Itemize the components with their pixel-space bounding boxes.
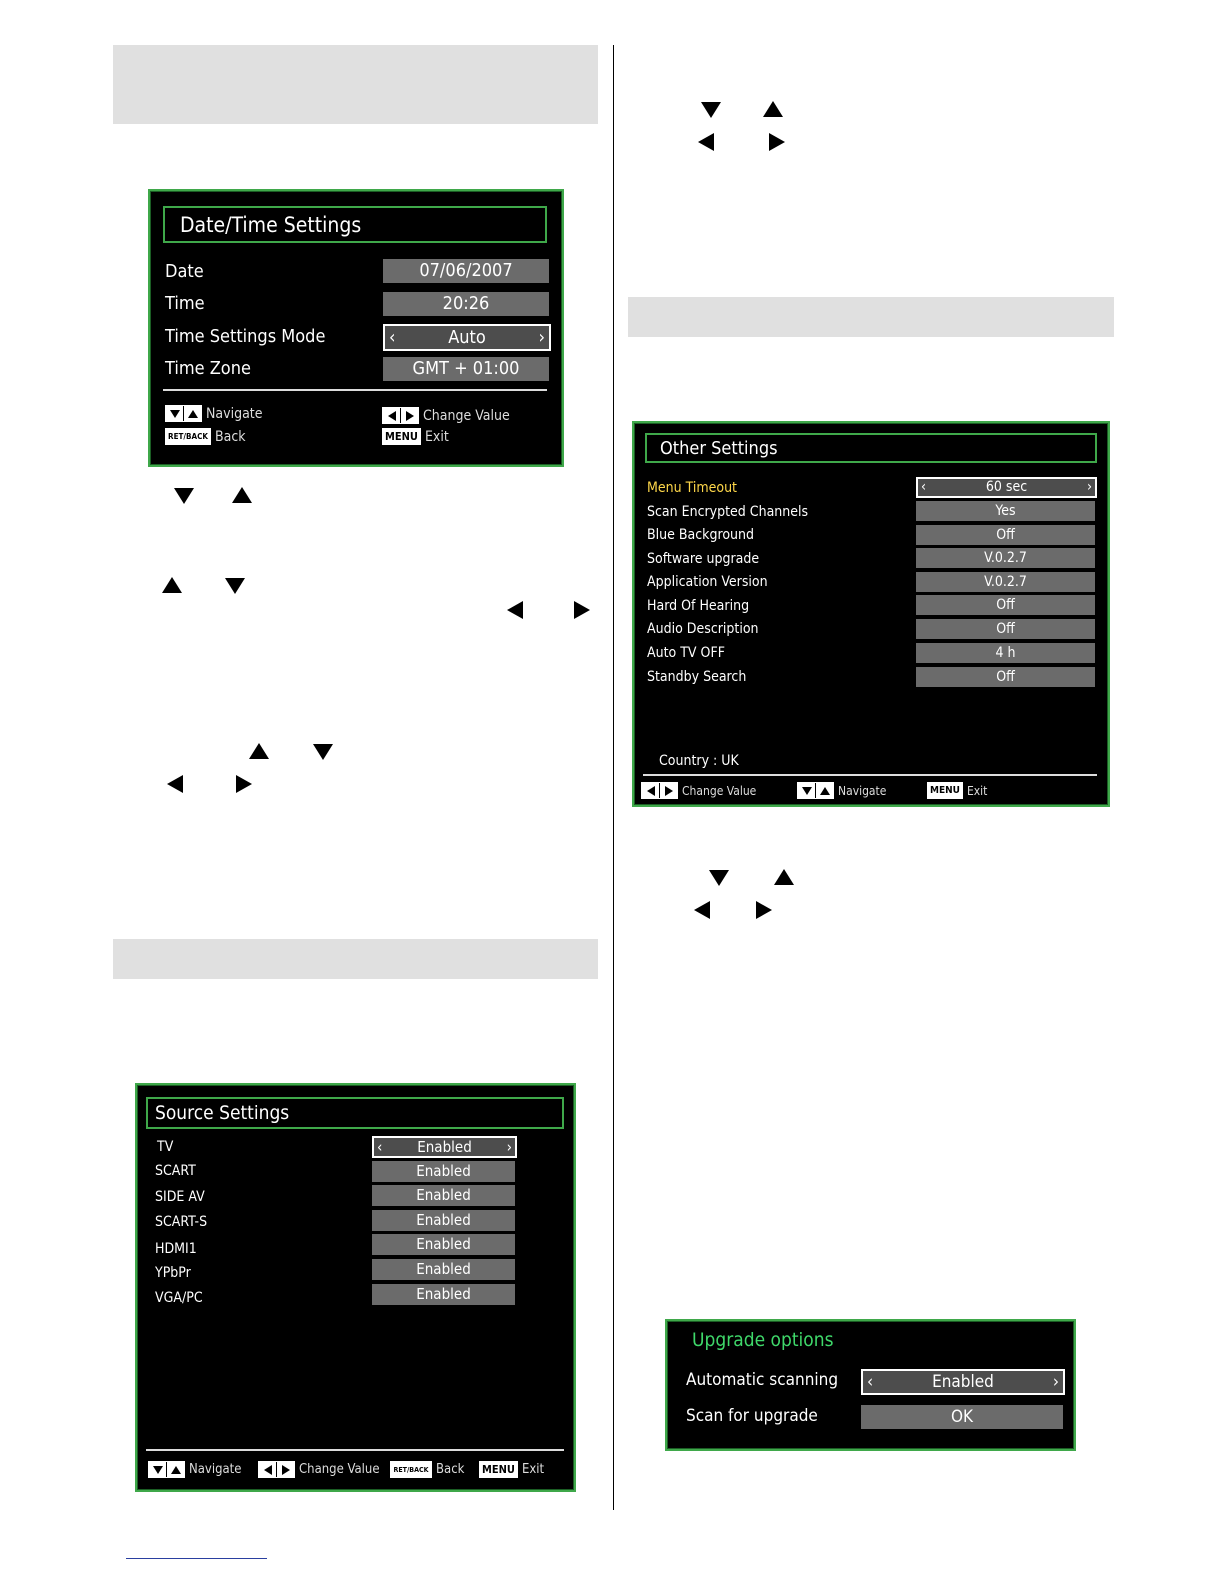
left-arrow-icon: [507, 601, 523, 619]
hint-exit: [479, 1461, 544, 1478]
left-right-keys-icon: [258, 1461, 295, 1478]
menu-key-icon: MENU: [927, 782, 963, 799]
source-title: Source Settings: [155, 1102, 290, 1124]
other-title: Other Settings: [660, 438, 778, 459]
scan-for-upgrade-ok-button[interactable]: [861, 1405, 1063, 1429]
time-settings-mode-selector[interactable]: [383, 324, 551, 351]
left-arrow-icon: [698, 133, 714, 151]
other-value-box[interactable]: [916, 501, 1095, 521]
source-value: Enabled: [416, 1211, 471, 1229]
column-divider: [613, 45, 614, 1510]
other-row-label: Audio Description: [647, 621, 759, 637]
chevron-left-icon[interactable]: ‹: [867, 1372, 874, 1392]
other-value-box[interactable]: [916, 525, 1095, 545]
left-right-keys-icon: [382, 407, 419, 424]
menu-timeout-label: Menu Timeout: [647, 480, 737, 496]
down-arrow-icon: [701, 102, 721, 118]
other-value-box[interactable]: [916, 643, 1095, 663]
menu-timeout-value: 60 sec: [985, 479, 1028, 495]
source-value: Enabled: [416, 1186, 471, 1204]
down-arrow-icon: [313, 744, 333, 760]
date-value[interactable]: [383, 259, 549, 283]
up-arrow-icon: [232, 487, 252, 503]
other-settings-panel: [632, 421, 1110, 807]
source-value-box[interactable]: [372, 1210, 515, 1231]
other-value-box[interactable]: [916, 548, 1095, 568]
chevron-right-icon[interactable]: ›: [1052, 1372, 1059, 1392]
date-label: Date: [165, 261, 204, 282]
source-value-box[interactable]: [372, 1185, 515, 1206]
other-row-label: Application Version: [647, 574, 768, 590]
scan-for-upgrade-label: Scan for upgrade: [686, 1406, 818, 1426]
time-zone-label: Time Zone: [165, 358, 251, 379]
other-row-label: Blue Background: [647, 527, 754, 543]
section-header-bar-bottom: [113, 939, 598, 979]
hint-change-value-text: Change Value: [682, 783, 757, 798]
other-value-box[interactable]: [916, 572, 1095, 592]
source-value: Enabled: [417, 1138, 472, 1156]
other-value: 4 h: [995, 645, 1016, 661]
country-label: Country : UK: [659, 753, 739, 769]
source-row-label: HDMI1: [155, 1241, 197, 1257]
other-value: V.0.2.7: [984, 550, 1027, 566]
right-arrow-icon: [574, 601, 590, 619]
up-arrow-icon: [774, 869, 794, 885]
right-arrow-icon: [769, 133, 785, 151]
automatic-scanning-label: Automatic scanning: [686, 1370, 839, 1390]
hint-exit-text: Exit: [424, 428, 449, 445]
source-value: Enabled: [416, 1260, 471, 1278]
datetime-settings-panel: [148, 189, 564, 467]
chevron-right-icon[interactable]: ›: [506, 1138, 512, 1156]
menu-timeout-selector[interactable]: [916, 477, 1097, 498]
hint-exit-text: Exit: [521, 1462, 545, 1477]
hint-back-text: Back: [215, 428, 246, 445]
chevron-left-icon[interactable]: ‹: [377, 1138, 383, 1156]
automatic-scanning-selector[interactable]: [861, 1369, 1065, 1395]
source-value: Enabled: [416, 1285, 471, 1303]
hint-back: [165, 428, 246, 445]
time-label: Time: [165, 293, 205, 314]
time-value[interactable]: [383, 292, 549, 316]
left-arrow-icon: [694, 901, 710, 919]
ret-back-key-icon: RET/BACK: [390, 1461, 432, 1478]
source-row-label: SCART: [155, 1163, 196, 1179]
right-arrow-icon: [236, 775, 252, 793]
other-divider: [643, 774, 1097, 776]
left-right-keys-icon: [641, 782, 678, 799]
date-value-text: 07/06/2007: [419, 260, 513, 281]
hint-change-value: [382, 407, 510, 424]
up-arrow-icon: [162, 577, 182, 593]
down-arrow-icon: [174, 488, 194, 504]
hint-change-value: [641, 782, 756, 799]
upgrade-title: Upgrade options: [692, 1329, 834, 1351]
ret-back-key-icon: RET/BACK: [165, 428, 211, 445]
hint-change-value: [258, 1461, 380, 1478]
other-value: Off: [996, 669, 1015, 685]
other-value: Off: [996, 527, 1015, 543]
footnote-rule: [126, 1558, 267, 1559]
section-header-bar-top: [113, 45, 598, 124]
source-row-label: VGA/PC: [155, 1290, 203, 1306]
right-arrow-icon: [756, 901, 772, 919]
hint-navigate: [797, 782, 886, 799]
other-row-label: Scan Encrypted Channels: [647, 504, 809, 520]
upgrade-options-panel: [665, 1319, 1076, 1451]
other-row-label: Auto TV OFF: [647, 645, 725, 661]
source-value-box[interactable]: [372, 1161, 515, 1182]
time-settings-mode-label: Time Settings Mode: [165, 326, 326, 347]
time-zone-value[interactable]: [383, 357, 549, 381]
datetime-title-box: [163, 206, 547, 243]
ok-label: OK: [950, 1407, 974, 1427]
hint-back: [390, 1461, 464, 1478]
menu-key-icon: MENU: [479, 1461, 518, 1478]
source-row-label: SCART-S: [155, 1214, 208, 1230]
hint-navigate-text: Navigate: [189, 1462, 242, 1477]
hint-exit: [927, 782, 987, 799]
source-value-box[interactable]: [372, 1234, 515, 1255]
hint-exit: [382, 428, 449, 445]
hint-change-value-text: Change Value: [423, 407, 510, 424]
other-title-box: [645, 433, 1097, 463]
other-row-label: Software upgrade: [647, 551, 760, 567]
other-value: V.0.2.7: [984, 574, 1027, 590]
up-down-keys-icon: [165, 405, 202, 422]
datetime-title: Date/Time Settings: [180, 213, 362, 237]
chevron-left-icon[interactable]: ‹: [389, 327, 396, 348]
source-title-box: [146, 1097, 564, 1129]
chevron-left-icon[interactable]: ‹: [921, 479, 927, 495]
hint-navigate: [148, 1461, 241, 1478]
source-tv-selector[interactable]: [372, 1136, 517, 1158]
section-header-bar-right: [628, 297, 1114, 337]
source-value-box[interactable]: [372, 1284, 515, 1305]
up-down-keys-icon: [148, 1461, 185, 1478]
down-arrow-icon: [709, 870, 729, 886]
left-arrow-icon: [167, 775, 183, 793]
other-value-box[interactable]: [916, 619, 1095, 639]
other-value: Yes: [995, 503, 1016, 519]
source-row-label: TV: [157, 1139, 174, 1155]
other-value-box[interactable]: [916, 667, 1095, 687]
time-value-text: 20:26: [442, 293, 490, 314]
source-value-box[interactable]: [372, 1259, 515, 1280]
source-row-label: SIDE AV: [155, 1189, 205, 1205]
time-zone-value-text: GMT + 01:00: [412, 358, 520, 379]
chevron-right-icon[interactable]: ›: [1086, 479, 1092, 495]
hint-exit-text: Exit: [966, 783, 988, 798]
chevron-right-icon[interactable]: ›: [538, 327, 545, 348]
other-value-box[interactable]: [916, 595, 1095, 615]
source-value: Enabled: [416, 1235, 471, 1253]
hint-change-value-text: Change Value: [299, 1462, 380, 1477]
other-value: Off: [996, 621, 1015, 637]
down-arrow-icon: [225, 578, 245, 594]
datetime-divider: [163, 389, 547, 391]
hint-navigate-text: Navigate: [838, 783, 887, 798]
source-row-label: YPbPr: [155, 1265, 191, 1281]
menu-key-icon: MENU: [382, 428, 421, 445]
up-arrow-icon: [763, 101, 783, 117]
hint-navigate-text: Navigate: [206, 405, 263, 422]
other-value: Off: [996, 597, 1015, 613]
up-down-keys-icon: [797, 782, 834, 799]
time-settings-mode-value: Auto: [448, 327, 486, 348]
other-row-label: Hard Of Hearing: [647, 598, 750, 614]
source-divider: [146, 1449, 564, 1451]
other-row-label: Standby Search: [647, 669, 747, 685]
source-value: Enabled: [416, 1162, 471, 1180]
hint-navigate: [165, 405, 263, 422]
source-settings-panel: [135, 1083, 576, 1492]
hint-back-text: Back: [436, 1462, 465, 1477]
up-arrow-icon: [249, 743, 269, 759]
automatic-scanning-value: Enabled: [932, 1372, 994, 1392]
